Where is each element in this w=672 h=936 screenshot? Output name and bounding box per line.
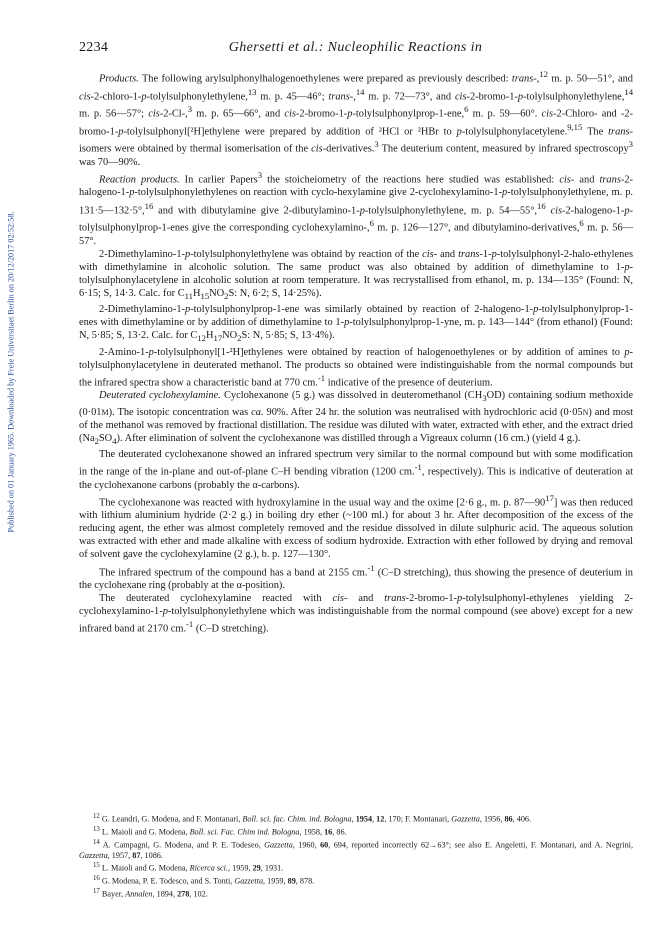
paragraph-reaction-products: Reaction products. In carlier Papers$^3$ the stoicheiometry of the reactions here studied was established: cis- and trans-2-halogeno-1-p-tolylsulphonylethylenes on reaction with cyclo-hexylamine give 2-cyclohexylamino-1-p-tolylsulphonylethylene, m. p. 131·5—132·5°,$^{16}$ and with dibutylamine give 2-dibutylamino-1-p-tolylsulphonylethylene, m. p. 54—55°,$^{16}$ cis-2-halogeno-1-p-tolylsulphonylprop-1-enes give the corresponding cyclohexylamino-,$^6$ m. p. 126—127°, and dibutylamino-derivatives,$^6$ m. p. 56—57°. <box>79 169 633 247</box>
paragraph-dimethylamino-propene: 2-Dimethylamino-1-p-tolylsulphonylprop-1-ene was similarly obtained by reaction of 2-halogeno-1-p-tolylsulphonylprop-1-enes with dimethylamine or by addition of dimethylamine to 1-p-tolylsulphonylprop-1-yne, m. p. 143—144° (from ethanol) (Found: N, 5·85; S, 13·2. Calc. for $C_{12}H_{17}NO_2S$: N, 5·85; S, 13·4%). <box>79 304 633 344</box>
footnote-14: $^{14}$ A. Campagni, G. Modena, and P. E. Todeseo, Gazzetta, 1960, 60, 694, reported incorrectly 62→63°; see also E. Angeletti, F. Montanari, and A. Negrini, Gazzetta, 1957, 87, 1086. <box>79 839 633 861</box>
paragraph-products: Products. The following arylsulphonylhalogenoethylenes were prepared as previously described: trans-,$^{12}$ m. p. 50—51°, and cis-2-chloro-1-p-tolylsulphonylethylene,$^{13}$ m. p. 45—46°; trans-,$^{14}$ m. p. 72—73°, and cis-2-bromo-1-p-tolylsulphonylethylene,$^{14}$ m. p. 56—57°; cis-2-Cl-,$^3$ m. p. 65—66°, and cis-2-bromo-1-p-tolylsulphonylprop-1-ene,$^6$ m. p. 59—60°. cis-2-Chloro- and -2-bromo-1-p-tolylsulphonyl[²H]ethylene were prepared by addition of ²HCl or ²HBr to p-tolylsulphonylacetylene.$^{9,15}$ The trans-isomers were obtained by thermal isomerisation of the cis-derivatives.$^3$ The deuterium content, measured by infrared spectroscopy$^3$ was 70—90%. <box>79 69 634 168</box>
running-title: Ghersetti et al.: Nucleophilic Reactions in <box>228 40 483 55</box>
paragraph-dimethylamino-ethylene: 2-Dimethylamino-1-p-tolylsulphonylethylene was obtaind by reaction of the cis- and trans-1-p-tolylsulphonyl-2-halo-ethylenes with dimethylamine in alcoholic solution. The same product was also obtained by addition of dimethylamine to 1-p-tolylsulphonylacetylene in alcoholic solution at room temperature. It was recrystallised from ethanol, m. p. 134—135° (Found: N, 6·15; S, 14·3. Calc. for $C_{11}H_{15}NO_2S$: N, 6·2; S, 14·25%). <box>79 248 633 302</box>
paragraph-infrared-spectrum: The infrared spectrum of the compound has a band at 2155 cm.$^{-1}$ (C–D stretching), thus showing the presence of deuterium in the cyclohexane ring (probably at the α-position). <box>79 562 633 592</box>
footnote-15: $^{15}$ L. Maioli and G. Modena, Ricerca sci., 1959, 29, 1931. <box>93 862 284 874</box>
paragraph-oxime-reduction: The cyclohexanone was reacted with hydroxylamine in the usual way and the oxime [2·6 g., m. p. $87—90^{17}$] was then reduced with lithium aluminium hydride (2·2 g.) in boiling dry ether (~100 ml.) for about 3 hr. After decomposition of the excess of the reducing agent, the ether was almost completely removed and the residue dissolved in dilute sulphuric acid. The aqueous solution was extracted with ether and made alkaline with excess of sodium hydroxide. Extraction with ether followed by drying and removal of solvent gave the cyclohexylamine (2 g.), b. p. 127—130°. <box>79 492 633 561</box>
footnote-12: $^{12}$ G. Leandri, G. Modena, and F. Montanari, Boll. sci. fac. Chim. ind. Bologna, 1954, 12, 170; F. Montanari, Gazzetta, 1956, 86, 406. <box>93 813 532 824</box>
paragraph-deuterated-reaction: The deuterated cyclohexylamine reacted with cis- and trans-2-bromo-1-p-tolylsulphonyl-ethylenes yielding 2-cyclohexylamino-1-p-tolylsulphonylethylene which was indistinguishable from the normal compound (see above) except for a new infrared band at 2170 cm.$^{-1}$ (C–D stretching). <box>79 593 633 635</box>
footnote-16: $^{16}$ G. Modena, P. E. Todesco, and S. Tonti, Gazzetta, 1959, 89, 878. <box>93 875 315 887</box>
download-stamp <box>3 152 19 592</box>
download-stamp-text: Published on 01 January 1965. Downloaded by Freie Universitaet Berlin on 20/12/2017 02:52:58. <box>6 211 16 533</box>
footnotes <box>79 812 633 900</box>
footnote-17: $^{17}$ Bayer, Annalen, 1894, 278, 102. <box>93 888 208 900</box>
paragraph-deuterated-cyclohexanone: The deuterated cyclohexanone showed an infrared spectrum very similar to the normal compound but with some modification in the range of the in-plane and out-of-plane C–H bending vibration (1200 cm.$^{-1}$, respectively). This is indicative of deuteration at the cyclohexanone carbons (probably the α-carbons). <box>79 448 633 491</box>
footnote-13: $^{13}$ L. Maioli and G. Modena, Boll. sci. Fac. Chim ind. Bologna, 1958, 16, 86. <box>93 826 347 837</box>
paragraph-deuterated-cyclohexylamine: Deuterated cyclohexylamine. Cyclohexanone (5 g.) was dissolved in deuteromethanol $(CH_3OD)$ containing sodium methoxide (0·01M). The isotopic concentration was ca. 90%. After 24 hr. the solution was neutralised with hydrochloric acid (0·05N) and most of the methanol was removed by fractional distillation. The residue was diluted with water, extracted with ether, and the extract dried $(Na_2SO_4)$. After elimination of solvent the cyclohexanone was distilled through a Vigreaux column (16 cm.) (yield 4 g.). <box>79 390 633 446</box>
page-number: 2234 <box>79 40 109 55</box>
page-header <box>79 40 632 58</box>
paragraph-amino-deuterated: 2-Amino-1-p-tolylsulphonyl[1-²H]ethylenes were obtained by reaction of halogenoethylenes or by addition of amines to p-tolylsulphonylacetylene in deuterated methanol. The products so obtained were indistinguishable from the normal compounds but the infrared spectra show a characteristic band at 770 cm.$^{-1}$ indicative of the presence of deuterium. <box>79 346 633 389</box>
body-text <box>79 68 633 636</box>
